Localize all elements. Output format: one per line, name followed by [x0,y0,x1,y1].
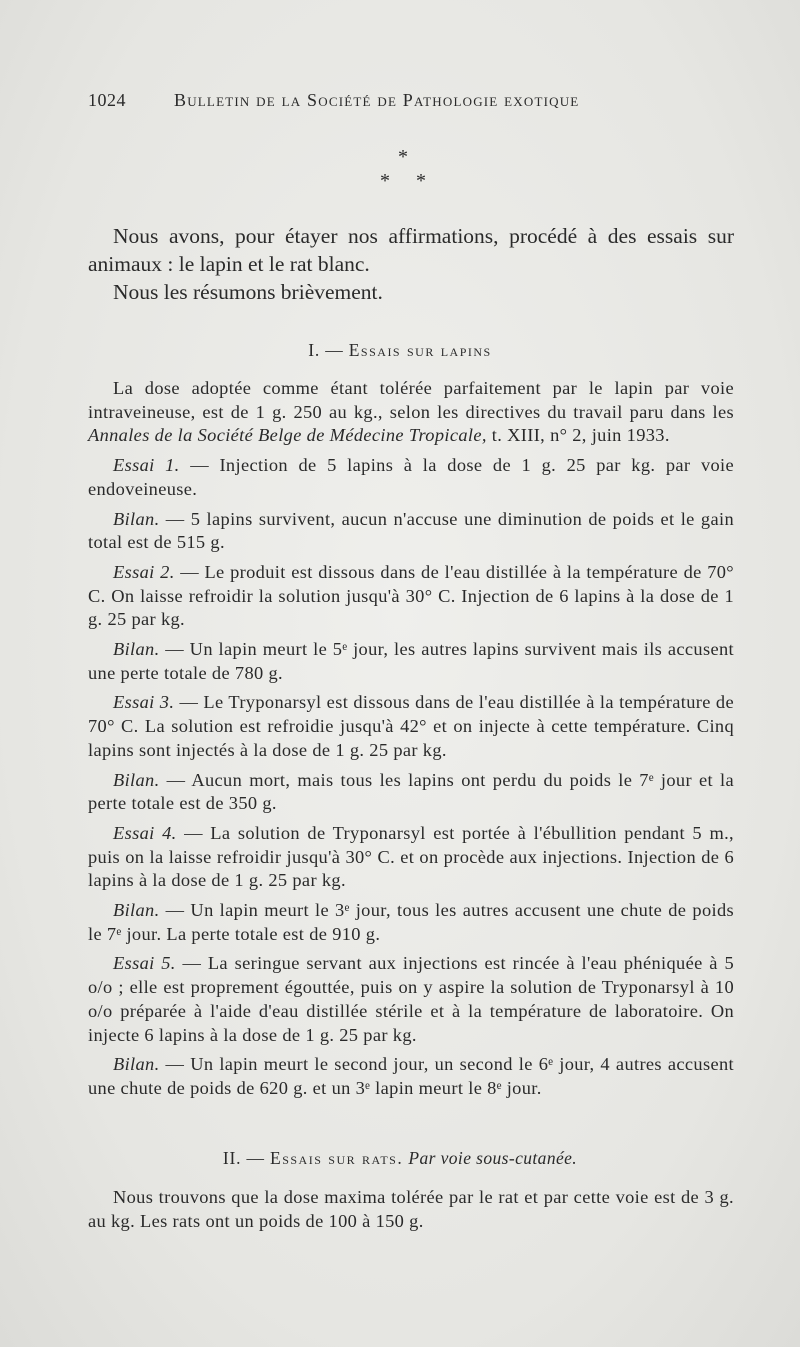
section-1-number: I. — [308,340,344,360]
trial-label: Essai 1. [113,455,180,476]
trial-label: Essai 4. [113,822,177,843]
result-paragraph [88,769,734,816]
intro-paragraph-2: Nous les résumons brièvement. [113,280,383,304]
trial-paragraph [88,952,734,1047]
result-text: — Aucun mort, mais tous les lapins ont perdu du poids le 7ᵉ jour et la perte totale est de 350 g. [88,769,734,814]
dose-reference-tail: t. XIII, n° 2, juin 1933. [491,425,670,446]
result-text: — Un lapin meurt le second jour, un second le 6ᵉ jour, 4 autres accusent une chute de poids de 620 g. et un 3ᵉ lapin meurt le 8ᵉ jour. [88,1054,734,1098]
trial-paragraph [88,691,734,762]
result-paragraph [88,508,734,555]
dose-text: La dose adoptée comme étant tolérée parfaitement par le lapin par voie intraveineuse, est de 1 g. 250 au kg., selon les directives du travail paru dans les [88,378,734,422]
section-2-heading [0,1148,800,1169]
intro-paragraph-1: Nous avons, pour étayer nos affirmations, procédé à des essais sur animaux : le lapin et le rat blanc. [88,224,734,276]
section-1-title: Essais sur lapins [348,340,492,360]
trial-label: Essai 3. [113,692,175,713]
trial-text: — Le Tryponarsyl est dissous dans de l'eau distillée à la température de 70° C. La solution est refroidie jusqu'à 42° et on injecte à cette température. Cinq lapins sont injectés à la dose de 1 g. 25 par kg. [88,692,734,760]
result-text: — Un lapin meurt le 5ᵉ jour, les autres lapins survivent mais ils accusent une perte totale de 780 g. [88,639,734,683]
asterism-separator [370,146,450,196]
result-text: — 5 lapins survivent, aucun n'accuse une diminution de poids et le gain total est de 515 g. [88,508,734,553]
section-2-paragraph: Nous trouvons que la dose maxima tolérée par le rat et par cette voie est de 3 g. au kg. Les rats ont un poids de 100 à 150 g. [88,1187,734,1231]
dose-reference: Annales de la Société Belge de Médecine Tropicale, [88,425,487,446]
asterisk-right: * [416,170,426,192]
section-2-body [88,1186,734,1233]
trial-paragraph [88,822,734,893]
section-1-heading [0,340,800,361]
result-label: Bilan. [113,900,160,921]
page-header [88,88,738,112]
page-number: 1024 [88,90,126,110]
trial-text: — Le produit est dissous dans de l'eau distillée à la température de 70° C. On laisse refroidir la solution jusqu'à 30° C. Injection de 6 lapins à la dose de 1 g. 25 par kg. [88,561,734,630]
trial-paragraph [88,454,734,501]
asterisk-top: * [398,146,408,168]
trial-label: Essai 5. [113,953,176,974]
trial-text: — La solution de Tryponarsyl est portée à l'ébullition pendant 5 m., puis on la laisse refroidir jusqu'à 30° C. et on procède aux injections. Injection de 6 lapins à la dose de 1 g. 25 par kg. [88,822,734,891]
result-paragraph [88,1053,734,1100]
section-2-number: II. — [222,1148,265,1168]
section-2-title: Essais sur rats. [270,1148,404,1168]
asterisk-left: * [380,170,390,192]
section-1-body [88,377,734,1107]
result-paragraph [88,899,734,946]
trial-text: — Injection de 5 lapins à la dose de 1 g. 25 par kg. par voie endoveineuse. [88,455,735,499]
intro-block [88,222,734,306]
trial-paragraph [88,561,734,632]
result-paragraph [88,638,734,685]
result-label: Bilan. [113,639,160,660]
result-label: Bilan. [113,508,160,529]
dose-paragraph [88,377,734,448]
trial-text: — La seringue servant aux injections est rincée à l'eau phéniquée à 5 o/o ; elle est proprement égouttée, puis on y aspire la solution de Tryponarsyl à 10 o/o préparée à l'aide d'eau distillée stérile et à la température de laboratoire. On injecte 6 lapins à la dose de 1 g. 25 par kg. [88,953,734,1045]
journal-title: Bulletin de la Société de Pathologie exotique [174,90,580,110]
trial-label: Essai 2. [113,561,175,582]
result-label: Bilan. [113,1054,160,1075]
section-2-subtitle: Par voie sous-cutanée. [408,1148,578,1168]
result-text: — Un lapin meurt le 3ᵉ jour, tous les autres accusent une chute de poids le 7ᵉ jour. La perte totale est de 910 g. [88,900,734,944]
result-label: Bilan. [113,769,160,790]
